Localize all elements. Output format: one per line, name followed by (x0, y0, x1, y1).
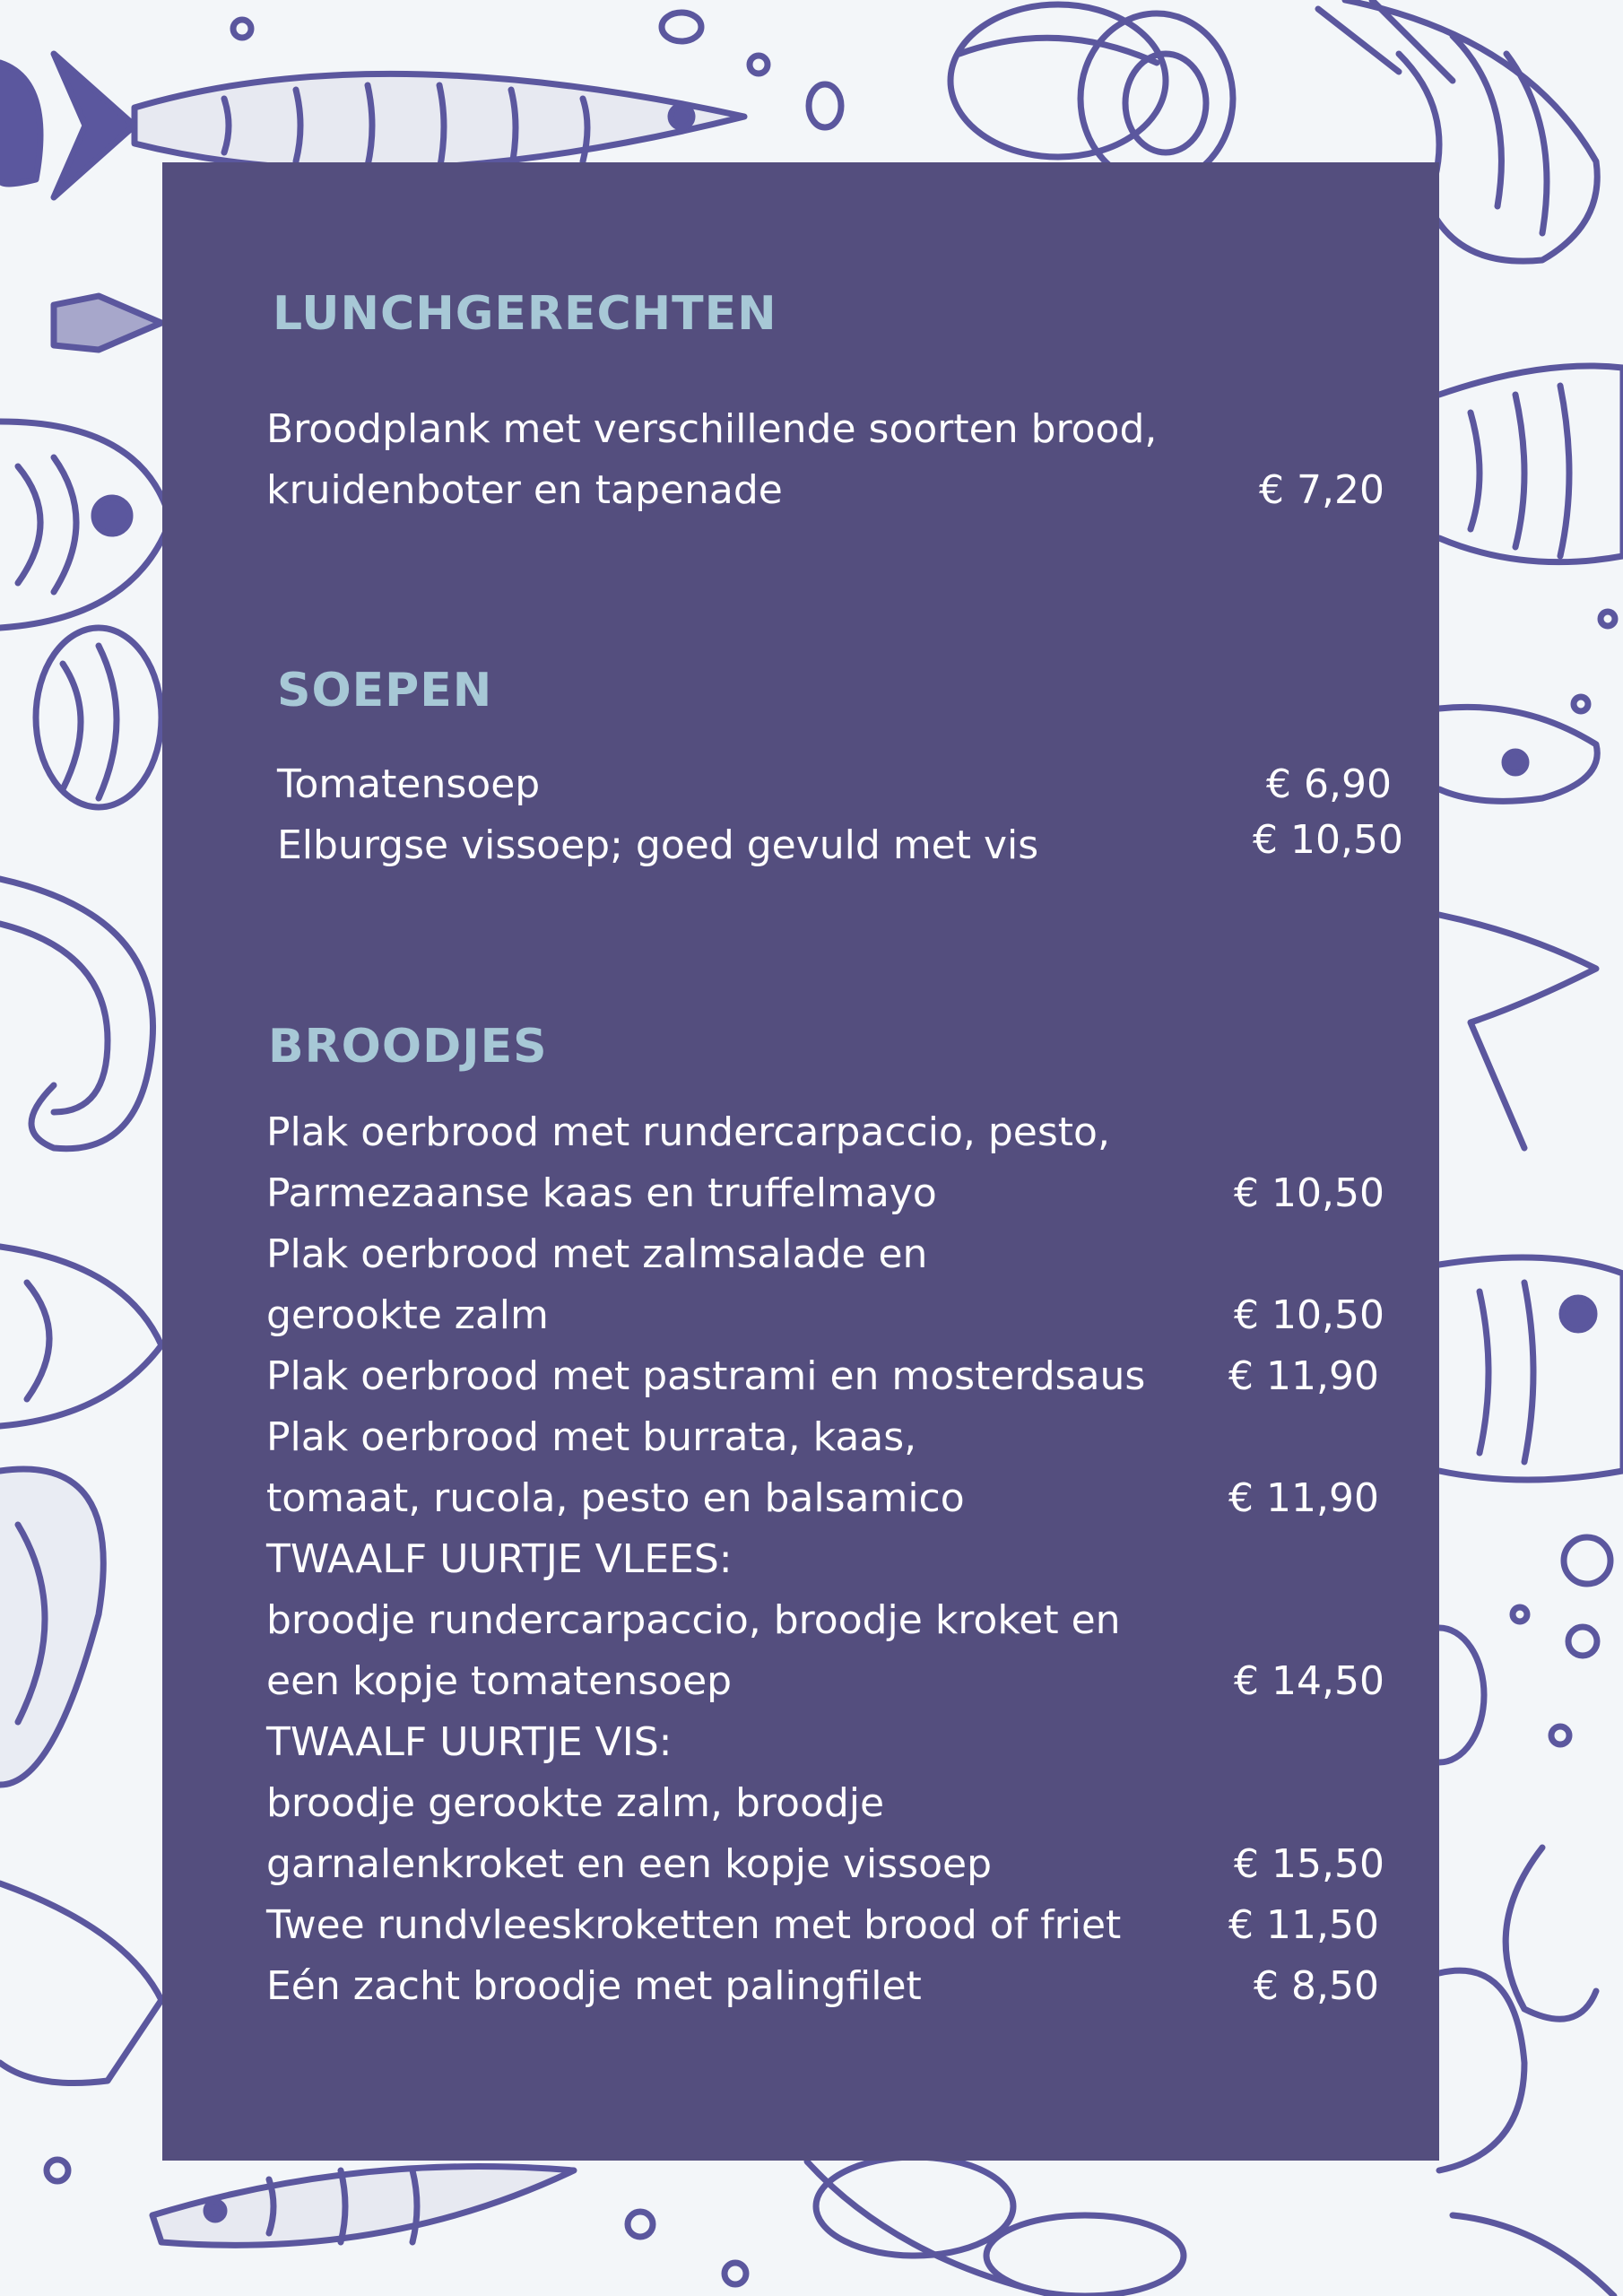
menu-item-price: € 14,50 (1234, 1658, 1384, 1704)
menu-item-line: broodje rundercarpaccio, broodje kroket en (266, 1597, 1121, 1643)
menu-item-line: broodje gerookte zalm, broodje (266, 1780, 885, 1826)
menu-item-line: TWAALF UURTJE VLEES: (266, 1536, 733, 1582)
menu-item-line: garnalenkroket en een kopje vissoep (266, 1841, 993, 1887)
menu-item-line: tomaat, rucola, pesto en balsamico (266, 1475, 965, 1521)
menu-item-line: Broodplank met verschillende soorten brood, (266, 406, 1158, 452)
section-heading-broodjes: BROODJES (268, 1020, 548, 1074)
fish-icon (0, 422, 170, 628)
menu-item-price: € 10,50 (1234, 1170, 1384, 1216)
section-heading-soepen: SOEPEN (277, 664, 493, 718)
fish-icon (152, 2167, 574, 2246)
mussel-icon (807, 2157, 1184, 2296)
menu-item-line: TWAALF UURTJE VIS: (266, 1719, 673, 1765)
menu-item-line: Parmezaanse kaas en truffelmayo (266, 1170, 937, 1216)
octopus-tentacle-icon (0, 879, 153, 1149)
section-heading-lunchgerechten: LUNCHGERECHTEN (273, 287, 777, 341)
menu-item-line: Plak oerbrood met pastrami en mosterdsaus (266, 1353, 1146, 1399)
menu-item-line: gerookte zalm (266, 1292, 549, 1338)
fish-icon (1439, 366, 1623, 562)
fish-icon (1439, 915, 1596, 1148)
octopus-tentacle-icon (1439, 1848, 1596, 2170)
menu-item-price: € 7,20 (1259, 467, 1384, 513)
mussel-icon (950, 4, 1233, 184)
menu-item-line: Plak oerbrood met zalmsalade en (266, 1231, 928, 1277)
fish-icon (1439, 1257, 1623, 1480)
shrimp-icon (1453, 2215, 1614, 2296)
menu-item-price: € 6,90 (1266, 761, 1392, 807)
menu-item-line: Plak oerbrood met burrata, kaas, (266, 1414, 917, 1460)
menu-item-line: kruidenboter en tapenade (266, 467, 783, 513)
fish-icon (0, 63, 40, 184)
menu-item-line: Eén zacht broodje met palingfilet (266, 1963, 922, 2009)
mussel-icon (0, 1469, 103, 1785)
fish-icon (1439, 707, 1597, 801)
menu-item-line: Twee rundvleeskroketten met brood of friet (266, 1902, 1122, 1948)
menu-item-price: € 11,50 (1228, 1902, 1379, 1948)
menu-item-line: Elburgse vissoep; goed gevuld met vis (277, 822, 1039, 868)
fish-icon (0, 1883, 161, 2083)
mussel-icon (36, 628, 161, 807)
menu-item-line: een kopje tomatensoep (266, 1658, 733, 1704)
menu-panel (162, 162, 1439, 2161)
menu-item-line: Plak oerbrood met rundercarpaccio, pesto, (266, 1109, 1110, 1155)
menu-item-price: € 8,50 (1254, 1963, 1379, 2009)
menu-item-price: € 15,50 (1234, 1841, 1384, 1887)
menu-item-price: € 10,50 (1253, 817, 1403, 863)
menu-item-line: Tomatensoep (277, 761, 541, 807)
menu-item-price: € 11,90 (1228, 1353, 1379, 1399)
menu-item-price: € 10,50 (1234, 1292, 1384, 1338)
menu-item-price: € 11,90 (1228, 1475, 1379, 1521)
fish-icon (0, 1247, 161, 1426)
fish-icon (54, 296, 161, 350)
